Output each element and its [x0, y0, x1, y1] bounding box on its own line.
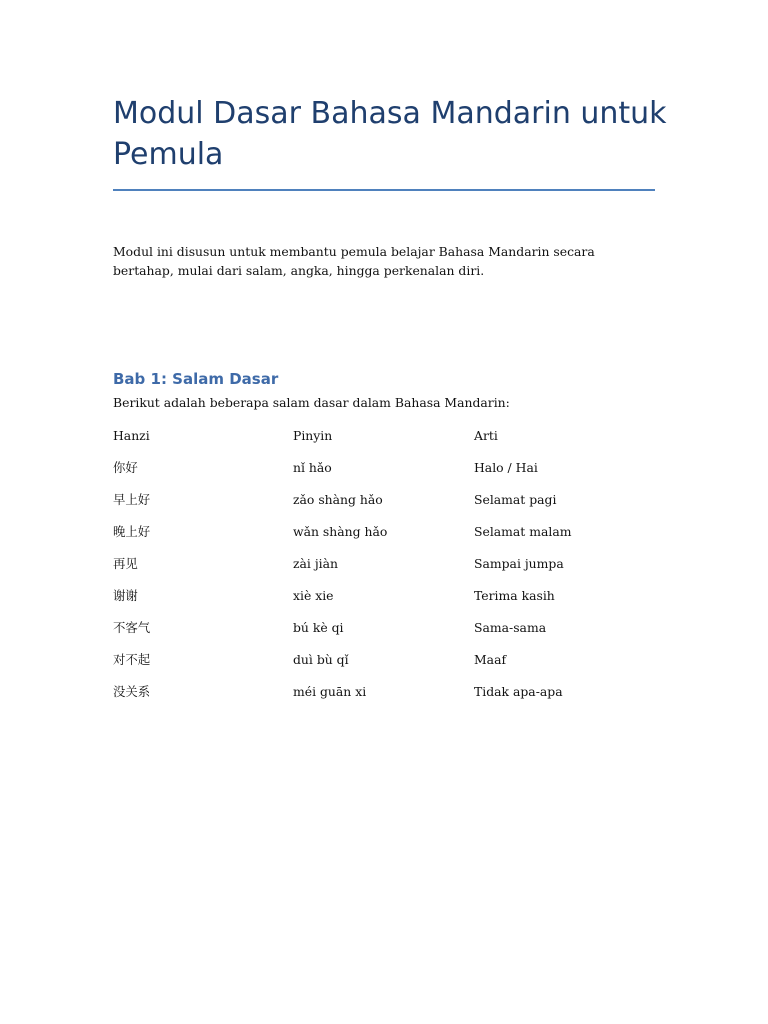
table-header-row [113, 424, 658, 456]
hanzi-cell: 不客气 [113, 620, 151, 635]
document-title: Modul Dasar Bahasa Mandarin untuk Pemula [113, 96, 667, 172]
arti-cell: Sama-sama [474, 620, 547, 635]
arti-cell: Maaf [474, 652, 507, 667]
arti-cell: Halo / Hai [474, 460, 538, 475]
arti-cell: Selamat malam [474, 524, 572, 539]
hanzi-cell: 晚上好 [113, 524, 151, 539]
pinyin-cell: bú kè qi [293, 620, 344, 635]
arti-cell: Tidak apa-apa [474, 684, 563, 699]
pinyin-cell: wǎn shàng hǎo [293, 524, 388, 539]
hanzi-cell: 早上好 [113, 492, 151, 507]
arti-cell: Sampai jumpa [474, 556, 564, 571]
chapter-1-lead: Berikut adalah beberapa salam dasar dalam Bahasa Mandarin: [113, 395, 510, 410]
table-row [113, 520, 658, 552]
hanzi-cell: 对不起 [113, 652, 151, 667]
chapter-1-heading: Bab 1: Salam Dasar [113, 370, 279, 388]
header-pinyin: Pinyin [293, 428, 333, 443]
pinyin-cell: zài jiàn [293, 556, 338, 571]
arti-cell: Selamat pagi [474, 492, 557, 507]
pinyin-cell: méi guān xi [293, 684, 367, 699]
hanzi-cell: 再见 [113, 556, 138, 571]
title-divider [113, 189, 655, 191]
table-row [113, 616, 658, 648]
table-row [113, 680, 658, 712]
header-hanzi: Hanzi [113, 428, 150, 443]
pinyin-cell: duì bù qǐ [293, 652, 349, 667]
pinyin-cell: nǐ hǎo [293, 460, 332, 475]
pinyin-cell: zǎo shàng hǎo [293, 492, 383, 507]
table-row [113, 456, 658, 488]
table-row [113, 552, 658, 584]
pinyin-cell: xiè xie [293, 588, 334, 603]
intro-paragraph: Modul ini disusun untuk membantu pemula belajar Bahasa Mandarin secara bertahap, mulai dari salam, angka, hingga perkenalan diri. [113, 244, 595, 278]
hanzi-cell: 你好 [113, 460, 138, 475]
greetings-table [113, 424, 658, 712]
hanzi-cell: 没关系 [113, 684, 151, 699]
table-row [113, 488, 658, 520]
hanzi-cell: 谢谢 [113, 588, 138, 603]
header-arti: Arti [474, 428, 498, 443]
table-row [113, 648, 658, 680]
arti-cell: Terima kasih [474, 588, 555, 603]
table-row [113, 584, 658, 616]
